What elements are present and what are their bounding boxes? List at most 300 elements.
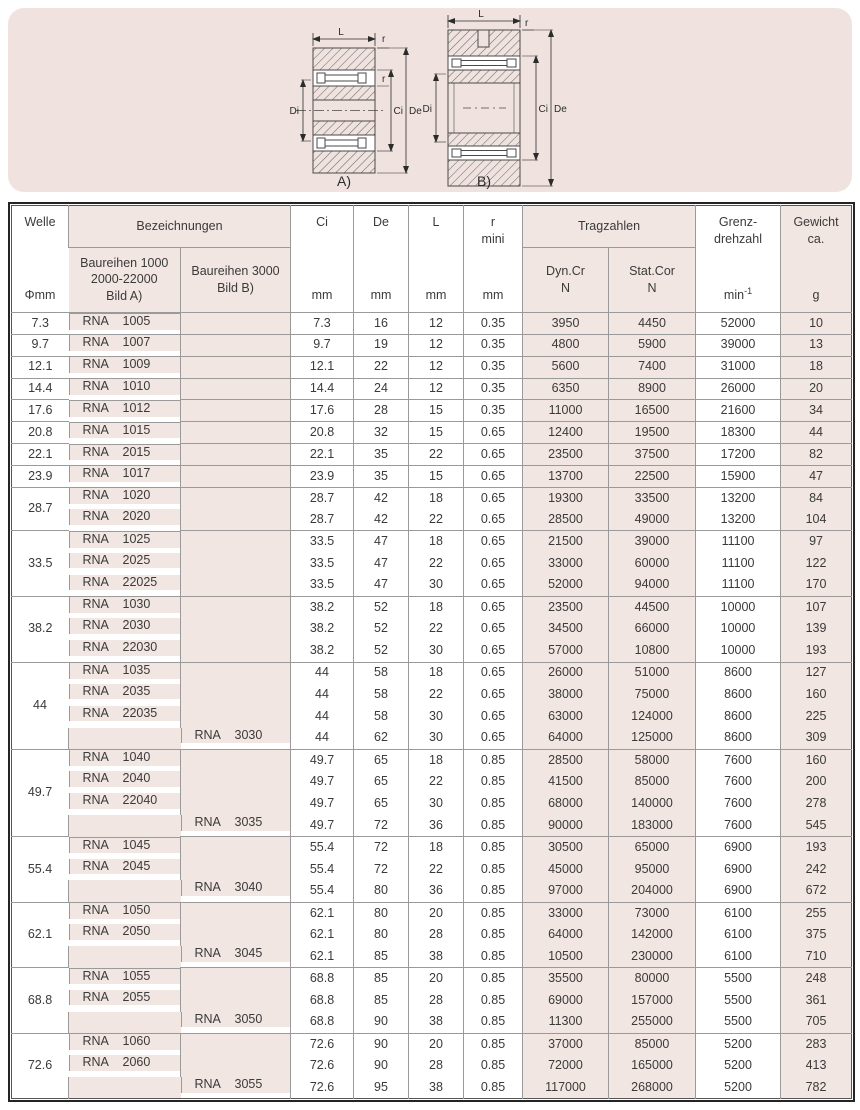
ci-cell: 14.4 — [291, 378, 354, 400]
stat-cor-cell: 73000 — [609, 902, 696, 924]
header-ci-label: Ci — [316, 215, 328, 229]
l-cell: 22 — [409, 859, 464, 881]
dim-label-di-b: Di — [422, 104, 432, 115]
gewicht-cell: 705 — [781, 1012, 852, 1034]
stat-cor-cell: 142000 — [609, 924, 696, 946]
ci-cell: 62.1 — [291, 924, 354, 946]
l-cell: 36 — [409, 815, 464, 837]
r-mini-cell: 0.85 — [464, 771, 523, 793]
de-cell: 72 — [354, 859, 409, 881]
grenzdrehzahl-cell: 8600 — [696, 728, 781, 750]
stat-cor-cell: 49000 — [609, 509, 696, 531]
stat-cor-cell: 230000 — [609, 946, 696, 968]
dyn-cr-cell: 30500 — [523, 837, 609, 859]
designation-b-cell — [181, 444, 291, 466]
bearing-diagram-b — [423, 9, 568, 189]
header-grenz-unit: $\min^{-1}$ — [723, 286, 753, 303]
header-gewicht-unit: g — [812, 288, 820, 303]
table-row — [12, 509, 852, 531]
table-row — [12, 837, 852, 859]
bearing-table — [11, 205, 852, 1099]
table-row — [12, 596, 852, 618]
table-row — [12, 400, 852, 422]
gewicht-cell: 545 — [781, 815, 852, 837]
ci-cell: 22.1 — [291, 444, 354, 466]
designation-a-cell — [69, 946, 181, 968]
designation-b-cell — [181, 575, 291, 597]
gewicht-cell: 97 — [781, 531, 852, 553]
table-header — [12, 206, 852, 313]
stat-cor-cell: 65000 — [609, 837, 696, 859]
table-row — [12, 706, 852, 728]
table-row — [12, 553, 852, 575]
welle-cell: 38.2 — [12, 596, 69, 662]
ci-cell: 49.7 — [291, 793, 354, 815]
de-cell: 72 — [354, 815, 409, 837]
designation-a-cell: RNA 2060 — [69, 1055, 181, 1071]
table-row — [12, 684, 852, 706]
stat-cor-cell: 22500 — [609, 465, 696, 487]
welle-cell: 72.6 — [12, 1033, 69, 1099]
dyn-cr-cell: 68000 — [523, 793, 609, 815]
designation-b-cell — [181, 771, 291, 793]
ci-cell: 44 — [291, 706, 354, 728]
ci-cell: 38.2 — [291, 596, 354, 618]
gewicht-cell: 18 — [781, 356, 852, 378]
de-cell: 90 — [354, 1033, 409, 1055]
grenzdrehzahl-cell: 10000 — [696, 596, 781, 618]
dim-label-di-a: Di — [289, 106, 299, 117]
r-mini-cell: 0.35 — [464, 313, 523, 335]
welle-cell: 28.7 — [12, 487, 69, 531]
de-cell: 90 — [354, 1012, 409, 1034]
grenzdrehzahl-cell: 6900 — [696, 880, 781, 902]
table-row — [12, 575, 852, 597]
l-cell: 15 — [409, 400, 464, 422]
stat-cor-cell: 5900 — [609, 334, 696, 356]
table-row — [12, 1077, 852, 1099]
designation-b-cell — [181, 596, 291, 618]
de-cell: 80 — [354, 924, 409, 946]
stat-cor-cell: 95000 — [609, 859, 696, 881]
ci-cell: 55.4 — [291, 880, 354, 902]
de-cell: 95 — [354, 1077, 409, 1099]
stat-cor-cell: 60000 — [609, 553, 696, 575]
stat-cor-cell: 94000 — [609, 575, 696, 597]
ci-cell: 49.7 — [291, 749, 354, 771]
de-cell: 28 — [354, 400, 409, 422]
designation-b-cell — [181, 859, 291, 881]
de-cell: 65 — [354, 793, 409, 815]
r-mini-cell: 0.65 — [464, 618, 523, 640]
l-cell: 12 — [409, 334, 464, 356]
grenzdrehzahl-cell: 52000 — [696, 313, 781, 335]
l-cell: 22 — [409, 618, 464, 640]
gewicht-cell: 82 — [781, 444, 852, 466]
designation-a-cell: RNA 2050 — [69, 924, 181, 940]
de-cell: 19 — [354, 334, 409, 356]
de-cell: 47 — [354, 531, 409, 553]
grenzdrehzahl-cell: 8600 — [696, 662, 781, 684]
header-welle — [12, 206, 69, 313]
ci-cell: 38.2 — [291, 640, 354, 662]
stat-cor-cell: 10800 — [609, 640, 696, 662]
stat-cor-cell: 183000 — [609, 815, 696, 837]
l-cell: 20 — [409, 902, 464, 924]
gewicht-cell: 13 — [781, 334, 852, 356]
de-cell: 80 — [354, 880, 409, 902]
grenzdrehzahl-cell: 11100 — [696, 575, 781, 597]
ci-cell: 7.3 — [291, 313, 354, 335]
designation-b-cell — [181, 706, 291, 728]
dyn-cr-cell: 34500 — [523, 618, 609, 640]
designation-a-cell: RNA 2035 — [69, 684, 181, 700]
dim-label-l-b: L — [478, 9, 484, 20]
designation-b-cell — [181, 487, 291, 509]
designation-a-cell: RNA 2020 — [69, 509, 181, 525]
designation-a-cell: RNA 1040 — [69, 749, 181, 766]
ci-cell: 72.6 — [291, 1077, 354, 1099]
designation-a-cell: RNA 22035 — [69, 706, 181, 722]
table-row — [12, 749, 852, 771]
grenzdrehzahl-cell: 6100 — [696, 902, 781, 924]
stat-cor-cell: 85000 — [609, 771, 696, 793]
dyn-cr-cell: 41500 — [523, 771, 609, 793]
de-cell: 52 — [354, 618, 409, 640]
l-cell: 18 — [409, 596, 464, 618]
grenzdrehzahl-cell: 7600 — [696, 749, 781, 771]
designation-a-cell: RNA 1030 — [69, 596, 181, 613]
designation-b-cell — [181, 465, 291, 487]
dyn-cr-cell: 63000 — [523, 706, 609, 728]
grenzdrehzahl-cell: 13200 — [696, 487, 781, 509]
header-r-mini — [464, 206, 523, 313]
dyn-cr-cell: 19300 — [523, 487, 609, 509]
stat-cor-cell: 125000 — [609, 728, 696, 750]
table-row — [12, 444, 852, 466]
l-cell: 38 — [409, 946, 464, 968]
l-cell: 22 — [409, 771, 464, 793]
grenzdrehzahl-cell: 5200 — [696, 1033, 781, 1055]
r-mini-cell: 0.35 — [464, 334, 523, 356]
designation-a-cell: RNA 2030 — [69, 618, 181, 634]
designation-b-cell — [181, 1055, 291, 1077]
table-row — [12, 313, 852, 335]
de-cell: 42 — [354, 509, 409, 531]
table-row — [12, 902, 852, 924]
header-baureihen-a-line1: Baureihen 1000 — [80, 255, 169, 270]
de-cell: 58 — [354, 662, 409, 684]
gewicht-cell: 193 — [781, 837, 852, 859]
header-grenzdrehzahl — [696, 206, 781, 313]
ci-cell: 33.5 — [291, 575, 354, 597]
r-mini-cell: 0.85 — [464, 880, 523, 902]
designation-a-cell: RNA 2040 — [69, 771, 181, 787]
grenzdrehzahl-cell: 31000 — [696, 356, 781, 378]
designation-b-cell — [181, 422, 291, 444]
designation-a-cell: RNA 1010 — [69, 378, 181, 395]
table-row — [12, 728, 852, 750]
gewicht-cell: 248 — [781, 968, 852, 990]
header-stat-cor — [609, 248, 696, 313]
de-cell: 22 — [354, 356, 409, 378]
gewicht-cell: 160 — [781, 749, 852, 771]
de-cell: 85 — [354, 946, 409, 968]
stat-cor-cell: 19500 — [609, 422, 696, 444]
dyn-cr-cell: 4800 — [523, 334, 609, 356]
header-l-unit: mm — [425, 288, 447, 303]
table-row — [12, 771, 852, 793]
l-cell: 15 — [409, 465, 464, 487]
l-cell: 30 — [409, 640, 464, 662]
r-mini-cell: 0.65 — [464, 640, 523, 662]
stat-cor-cell: 268000 — [609, 1077, 696, 1099]
header-bezeichnungen: Bezeichnungen — [69, 206, 291, 248]
stat-cor-cell: 58000 — [609, 749, 696, 771]
dyn-cr-cell: 33000 — [523, 553, 609, 575]
r-mini-cell: 0.85 — [464, 1033, 523, 1055]
de-cell: 58 — [354, 684, 409, 706]
stat-cor-cell: 4450 — [609, 313, 696, 335]
designation-a-cell: RNA 2045 — [69, 859, 181, 875]
dyn-cr-cell: 23500 — [523, 444, 609, 466]
r-mini-cell: 0.65 — [464, 465, 523, 487]
r-mini-cell: 0.85 — [464, 1055, 523, 1077]
dim-label-r-a-top: r — [382, 34, 386, 45]
designation-a-cell: RNA 1020 — [69, 487, 181, 504]
welle-cell: 62.1 — [12, 902, 69, 968]
table-row — [12, 422, 852, 444]
header-tragzahlen: Tragzahlen — [523, 206, 696, 248]
r-mini-cell: 0.65 — [464, 575, 523, 597]
grenzdrehzahl-cell: 7600 — [696, 771, 781, 793]
grenzdrehzahl-cell: 10000 — [696, 618, 781, 640]
table-row — [12, 990, 852, 1012]
ci-cell: 49.7 — [291, 815, 354, 837]
designation-a-cell: RNA 1015 — [69, 422, 181, 439]
designation-b-cell: RNA 3040 — [181, 880, 291, 896]
designation-b-cell — [181, 618, 291, 640]
r-mini-cell: 0.35 — [464, 378, 523, 400]
ci-cell: 55.4 — [291, 859, 354, 881]
header-l — [409, 206, 464, 313]
ci-cell: 33.5 — [291, 553, 354, 575]
table-row — [12, 1012, 852, 1034]
de-cell: 47 — [354, 575, 409, 597]
bearing-diagrams — [8, 8, 852, 192]
header-gewicht-line1: Gewicht — [793, 215, 839, 229]
designation-a-cell: RNA 1035 — [69, 662, 181, 679]
stat-cor-cell: 157000 — [609, 990, 696, 1012]
designation-a-cell: RNA 2025 — [69, 553, 181, 569]
table-row — [12, 487, 852, 509]
gewicht-cell: 278 — [781, 793, 852, 815]
grenzdrehzahl-cell: 11100 — [696, 553, 781, 575]
designation-a-cell: RNA 22030 — [69, 640, 181, 656]
designation-a-cell: RNA 1055 — [69, 968, 181, 985]
stat-cor-cell: 140000 — [609, 793, 696, 815]
l-cell: 22 — [409, 509, 464, 531]
designation-a-cell: RNA 1060 — [69, 1033, 181, 1050]
dyn-cr-cell: 45000 — [523, 859, 609, 881]
l-cell: 18 — [409, 662, 464, 684]
bearing-diagram-a — [290, 27, 423, 189]
welle-cell: 49.7 — [12, 749, 69, 836]
l-cell: 18 — [409, 749, 464, 771]
de-cell: 90 — [354, 1055, 409, 1077]
de-cell: 35 — [354, 465, 409, 487]
dyn-cr-cell: 72000 — [523, 1055, 609, 1077]
grenzdrehzahl-cell: 5200 — [696, 1055, 781, 1077]
welle-cell: 23.9 — [12, 465, 69, 487]
l-cell: 30 — [409, 728, 464, 750]
grenzdrehzahl-cell: 13200 — [696, 509, 781, 531]
diagram-b-caption: B) — [477, 173, 491, 189]
header-dyn-label: Dyn.Cr — [546, 264, 585, 279]
r-mini-cell: 0.85 — [464, 815, 523, 837]
de-cell: 65 — [354, 749, 409, 771]
table-body — [12, 313, 852, 1099]
table-row — [12, 378, 852, 400]
stat-cor-cell: 7400 — [609, 356, 696, 378]
designation-a-cell: RNA 2015 — [69, 444, 181, 461]
r-mini-cell: 0.65 — [464, 487, 523, 509]
l-cell: 22 — [409, 444, 464, 466]
gewicht-cell: 225 — [781, 706, 852, 728]
l-cell: 22 — [409, 553, 464, 575]
bearing-table-wrapper — [8, 202, 855, 1102]
r-mini-cell: 0.85 — [464, 946, 523, 968]
ci-cell: 62.1 — [291, 902, 354, 924]
ci-cell: 44 — [291, 662, 354, 684]
header-l-label: L — [432, 215, 440, 229]
welle-cell: 12.1 — [12, 356, 69, 378]
designation-a-cell — [69, 1012, 181, 1034]
stat-cor-cell: 37500 — [609, 444, 696, 466]
designation-b-cell — [181, 509, 291, 531]
dyn-cr-cell: 38000 — [523, 684, 609, 706]
de-cell: 16 — [354, 313, 409, 335]
ci-cell: 9.7 — [291, 334, 354, 356]
header-de — [354, 206, 409, 313]
grenzdrehzahl-cell: 18300 — [696, 422, 781, 444]
de-cell: 32 — [354, 422, 409, 444]
dyn-cr-cell: 69000 — [523, 990, 609, 1012]
gewicht-cell: 782 — [781, 1077, 852, 1099]
l-cell: 12 — [409, 313, 464, 335]
welle-cell: 7.3 — [12, 313, 69, 335]
l-cell: 38 — [409, 1012, 464, 1034]
dyn-cr-cell: 11300 — [523, 1012, 609, 1034]
designation-b-cell: RNA 3030 — [181, 728, 291, 744]
header-gewicht — [781, 206, 852, 313]
ci-cell: 33.5 — [291, 531, 354, 553]
designation-b-cell — [181, 553, 291, 575]
gewicht-cell: 309 — [781, 728, 852, 750]
table-row — [12, 924, 852, 946]
dyn-cr-cell: 3950 — [523, 313, 609, 335]
table-row — [12, 815, 852, 837]
dyn-cr-cell: 33000 — [523, 902, 609, 924]
l-cell: 20 — [409, 1033, 464, 1055]
ci-cell: 44 — [291, 684, 354, 706]
de-cell: 80 — [354, 902, 409, 924]
ci-cell: 72.6 — [291, 1033, 354, 1055]
welle-cell: 20.8 — [12, 422, 69, 444]
gewicht-cell: 200 — [781, 771, 852, 793]
designation-b-cell — [181, 334, 291, 356]
header-r-mini-label: mini — [481, 231, 505, 246]
l-cell: 30 — [409, 793, 464, 815]
diagram-panel — [8, 8, 852, 192]
r-mini-cell: 0.85 — [464, 902, 523, 924]
designation-a-cell: RNA 1025 — [69, 531, 181, 548]
gewicht-cell: 34 — [781, 400, 852, 422]
header-ci-unit: mm — [311, 288, 333, 303]
gewicht-cell: 44 — [781, 422, 852, 444]
gewicht-cell: 84 — [781, 487, 852, 509]
ci-cell: 68.8 — [291, 990, 354, 1012]
dyn-cr-cell: 52000 — [523, 575, 609, 597]
dim-label-l-a: L — [338, 27, 344, 38]
designation-b-cell — [181, 837, 291, 859]
welle-cell: 55.4 — [12, 837, 69, 903]
diagram-a-caption: A) — [337, 173, 351, 189]
ci-cell: 72.6 — [291, 1055, 354, 1077]
dyn-cr-cell: 26000 — [523, 662, 609, 684]
de-cell: 52 — [354, 596, 409, 618]
ci-cell: 38.2 — [291, 618, 354, 640]
gewicht-cell: 242 — [781, 859, 852, 881]
header-baureihen-a — [69, 248, 181, 313]
r-mini-cell: 0.65 — [464, 662, 523, 684]
designation-b-cell — [181, 968, 291, 990]
de-cell: 65 — [354, 771, 409, 793]
gewicht-cell: 170 — [781, 575, 852, 597]
header-welle-unit: Φmm — [24, 288, 56, 303]
designation-b-cell: RNA 3045 — [181, 946, 291, 962]
r-mini-cell: 0.65 — [464, 706, 523, 728]
designation-a-cell: RNA 1005 — [69, 313, 181, 330]
header-gewicht-line2: ca. — [807, 231, 825, 246]
l-cell: 30 — [409, 706, 464, 728]
dyn-cr-cell: 64000 — [523, 924, 609, 946]
table-row — [12, 662, 852, 684]
header-r-unit: mm — [482, 288, 504, 303]
header-grenz-line1: Grenz- — [718, 215, 758, 229]
grenzdrehzahl-cell: 17200 — [696, 444, 781, 466]
de-cell: 42 — [354, 487, 409, 509]
r-mini-cell: 0.85 — [464, 1077, 523, 1099]
designation-a-cell: RNA 1012 — [69, 400, 181, 417]
header-baureihen-b-line1: Baureihen 3000 — [191, 264, 280, 279]
stat-cor-cell: 39000 — [609, 531, 696, 553]
ci-cell: 28.7 — [291, 487, 354, 509]
designation-b-cell — [181, 793, 291, 815]
designation-b-cell — [181, 313, 291, 335]
r-mini-cell: 0.65 — [464, 531, 523, 553]
gewicht-cell: 375 — [781, 924, 852, 946]
table-row — [12, 968, 852, 990]
ci-cell: 49.7 — [291, 771, 354, 793]
gewicht-cell: 193 — [781, 640, 852, 662]
table-row — [12, 465, 852, 487]
designation-b-cell — [181, 684, 291, 706]
grenzdrehzahl-cell: 5500 — [696, 990, 781, 1012]
gewicht-cell: 283 — [781, 1033, 852, 1055]
de-cell: 24 — [354, 378, 409, 400]
table-row — [12, 334, 852, 356]
